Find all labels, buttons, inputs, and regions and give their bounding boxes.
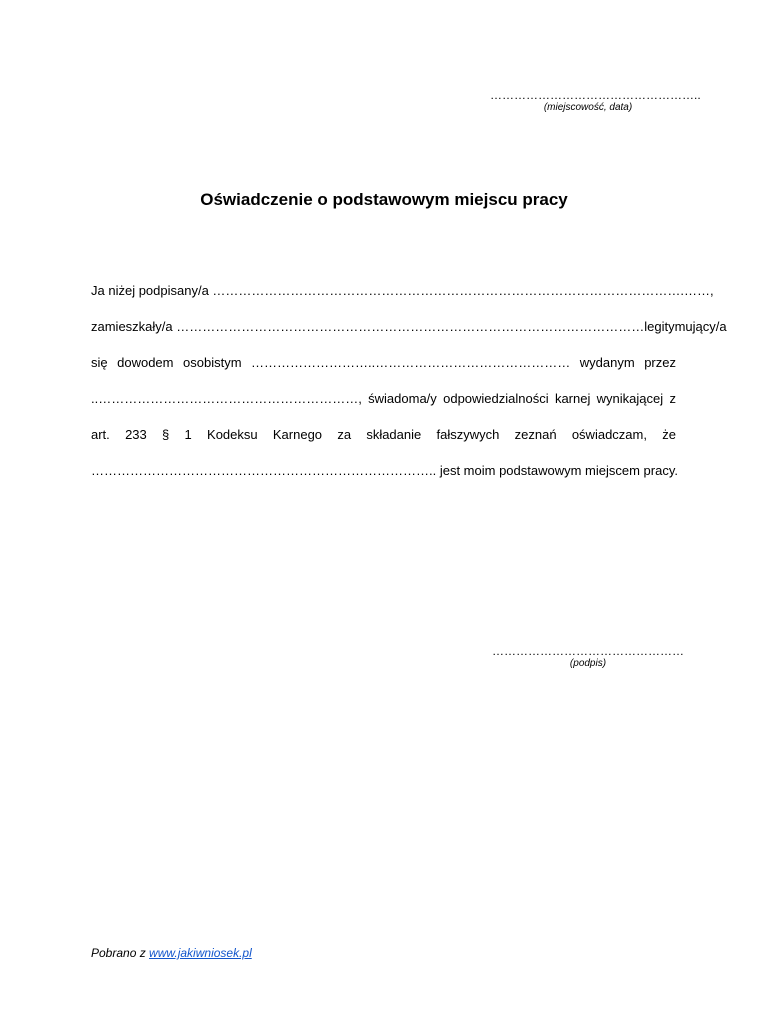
body-line-3-word: ………………………..……………………………………… (251, 355, 571, 370)
body-line-3-word: dowodem (117, 355, 174, 370)
body-line-3 (91, 350, 676, 386)
place-date-dots: …………………………………………….. (490, 88, 701, 102)
body-line-5-word: art. (91, 427, 110, 442)
body-line-5-word: § (162, 427, 170, 442)
body-line-5-word: 1 (184, 427, 192, 442)
body-line-2-word: legitymujący/a (644, 319, 727, 334)
body-line-5 (91, 422, 676, 458)
body-line-3-word: osobistym (183, 355, 242, 370)
body-line-4-word: świadoma/y (368, 391, 437, 406)
document-title: Oświadczenie o podstawowym miejscu pracy (200, 190, 568, 209)
body-line-4-word: karnej (554, 391, 591, 406)
body-line-5-word: zeznań (514, 427, 557, 442)
footer-prefix: Pobrano z (91, 946, 150, 960)
signature-dots: ………………………………………… (492, 644, 684, 658)
body-line-6 (91, 458, 676, 494)
body-line-5-word: Karnego (272, 427, 323, 442)
body-line-5-word: za (337, 427, 352, 442)
body-line-2 (91, 314, 727, 350)
body-line-5-word: oświadczam, (571, 427, 647, 442)
body-line-4-word: odpowiedzialności (443, 391, 549, 406)
body-line-5-word: składanie (366, 427, 422, 442)
declaration-body (91, 278, 727, 494)
body-line-4 (91, 386, 676, 422)
body-line-5-word: Kodeksu (207, 427, 258, 442)
body-line-5-word: 233 (125, 427, 147, 442)
place-date-block (490, 87, 701, 114)
body-line-4-word: z (669, 391, 676, 406)
footer-link[interactable]: www.jakiwniosek.pl (149, 946, 252, 960)
body-line-5-word: fałszywych (436, 427, 500, 442)
body-line-1 (91, 278, 714, 314)
footer-source (91, 946, 252, 960)
body-line-5-word: że (662, 427, 676, 442)
signature-caption: (podpis) (569, 658, 607, 669)
body-line-3-word: przez (644, 355, 676, 370)
body-line-1-text: Ja niżej podpisany/a ……………………………………………………………………………………………….……, (91, 283, 714, 298)
body-line-6-text: …………………………………………………………………….. jest moim podstawowym miejscem pracy. (91, 463, 678, 478)
signature-block (490, 643, 686, 670)
body-line-3-word: się (91, 355, 108, 370)
body-line-2-word: zamieszkały/a ……………………………………………………………………………………………… (91, 319, 645, 334)
body-line-4-word: ..……………………………………………………, (91, 391, 362, 406)
place-date-caption: (miejscowość, data) (543, 102, 633, 113)
body-line-3-word: wydanym (579, 355, 635, 370)
body-line-4-word: wynikającej (596, 391, 664, 406)
